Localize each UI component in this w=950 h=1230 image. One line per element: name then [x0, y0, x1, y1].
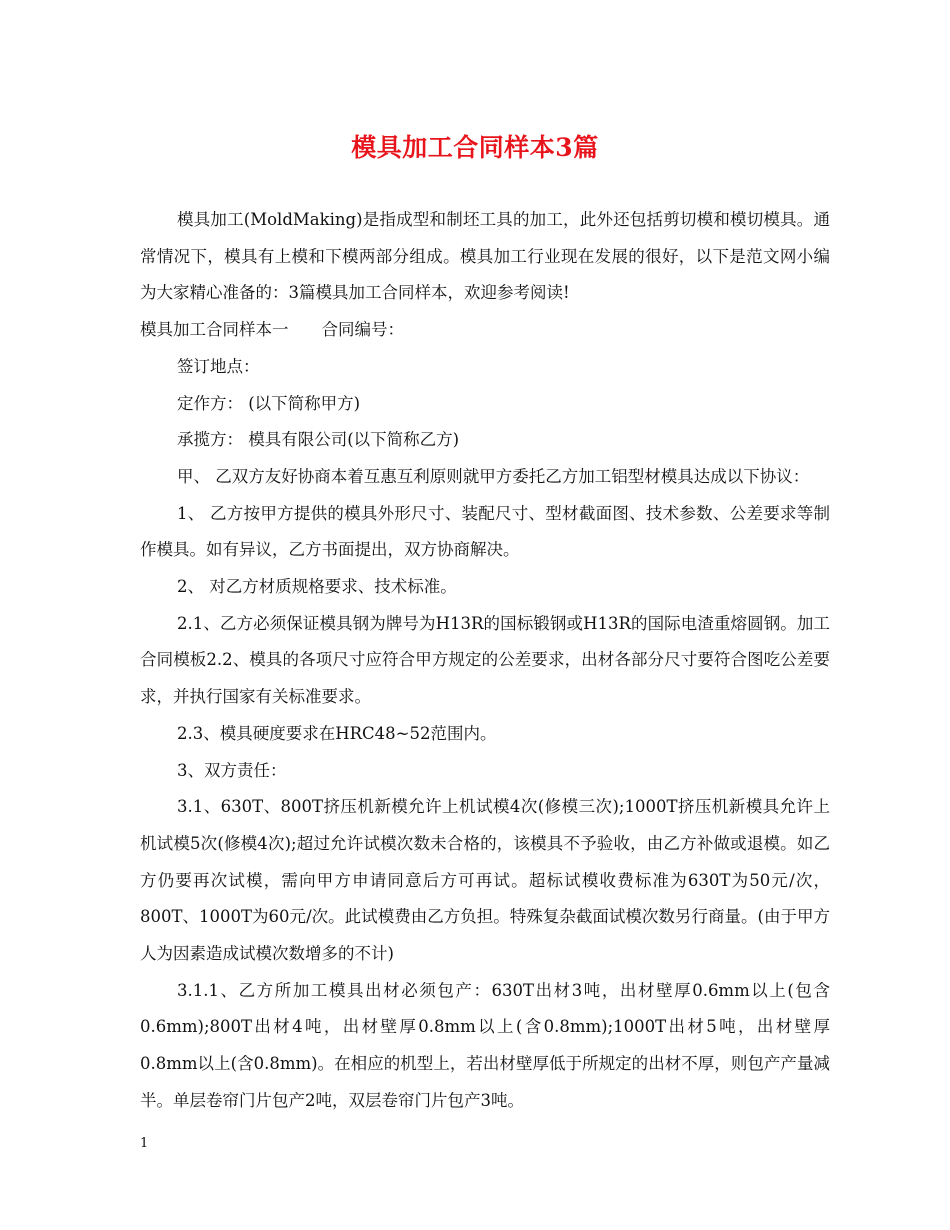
clause-3-1: 3.1、630T、800T挤压机新模允许上机试模4次(修模三次);1000T挤压机新模具允许上机试模5次(修模4次);超过允许试模次数未合格的，该模具不予验收，由乙方补做或退模。如乙方仍要再次试模，需向甲方申请同意后方可再试。超标试模收费标准为630T为50元/次，800T、1000T为60元/次。此试模费由乙方负担。特殊复杂截面试模次数另行商量。(由于甲方人为因素造成试模次数增多的不计): [140, 797, 830, 964]
clause-2-1: 2.1、乙方必须保证模具钢为牌号为H13R的国标锻钢或H13R的国际电渣重熔圆钢。加工合同模板2.2、模具的各项尺寸应符合甲方规定的公差要求，出材各部分尺寸要符合图吃公差要求，并执行国家有关标准要求。: [140, 613, 830, 707]
clause-2: 2、 对乙方材质规格要求、技术标准。: [177, 577, 457, 597]
clause-1: 1、 乙方按甲方提供的模具外形尺寸、装配尺寸、型材截面图、技术参数、公差要求等制作模具。如有异议，乙方书面提出，双方协商解决。: [140, 503, 830, 560]
clause-3-1-1: 3.1.1、乙方所加工模具出材必须包产：630T出材3吨，出材壁厚0.6mm以上(包含0.6mm);800T出材4吨，出材壁厚0.8mm以上(含0.8mm);1000T出材5吨，出材壁厚0.8mm以上(含0.8mm)。在相应的机型上，若出材壁厚低于所规定的出材不厚，则包产产量减半。单层卷帘门片包产2吨，双层卷帘门片包产3吨。: [140, 980, 830, 1110]
signing-location-line: 签订地点：: [177, 356, 260, 376]
agreement-paragraph: 甲、 乙双方友好协商本着互惠互利原则就甲方委托乙方加工铝型材模具达成以下协议：: [177, 466, 810, 486]
page-number: 1: [140, 1136, 149, 1151]
clause-3: 3、双方责任：: [177, 760, 287, 780]
intro-paragraph: 模具加工(MoldMaking)是指成型和制坯工具的加工，此外还包括剪切模和模切模具。通常情况下，模具有上模和下模两部分组成。模具加工行业现在发展的很好，以下是范文网小编为大家精心准备的：3篇模具加工合同样本，欢迎参考阅读!: [140, 210, 830, 303]
party-b-line: 承揽方： 模具有限公司(以下简称乙方): [177, 430, 460, 450]
clause-2-3: 2.3、模具硬度要求在HRC48~52范围内。: [177, 723, 497, 743]
party-a-line: 定作方： (以下简称甲方): [177, 393, 361, 413]
document-body: [140, 202, 830, 1120]
document-title: 模具加工合同样本3篇: [351, 133, 599, 162]
contract-heading-line: 模具加工合同样本一 合同编号：: [140, 320, 404, 340]
